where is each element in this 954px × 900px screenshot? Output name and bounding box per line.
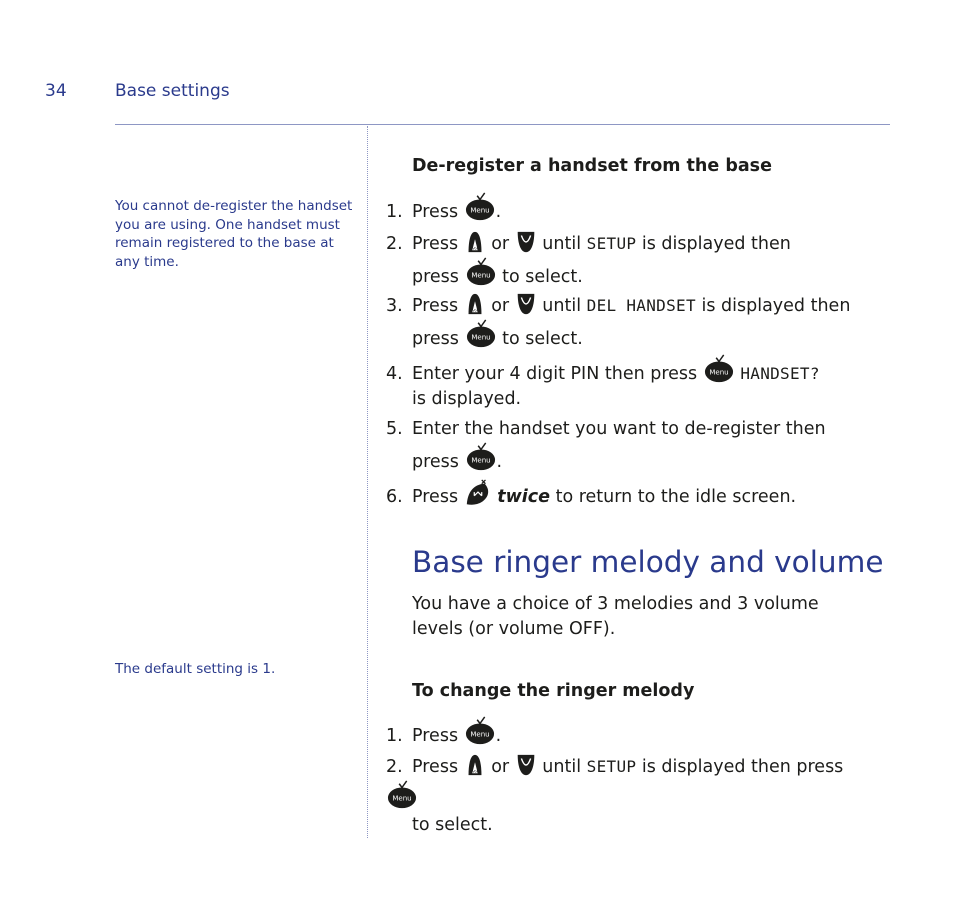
step-text: Press (412, 487, 459, 507)
step-text: is displayed then (701, 296, 851, 316)
menu-icon (464, 716, 496, 746)
side-note-deregister: You cannot de-register the handset you are using. One handset must remain registered to the base at any time. (115, 198, 353, 270)
step-text: press (412, 267, 459, 287)
dereg-step-4 (386, 354, 866, 412)
dereg-step-1 (386, 192, 866, 225)
step-text: until (542, 757, 582, 777)
dereg-step-3 (386, 292, 866, 352)
step-text: to return to the idle screen. (555, 487, 797, 507)
ringer-heading: To change the ringer melody (412, 681, 695, 701)
step-text: Enter the handset you want to de-register then (412, 419, 826, 439)
dereg-step-2 (386, 230, 866, 290)
dereg-step-5 (386, 417, 866, 475)
lcd-text: SETUP (586, 234, 637, 253)
step-number: 3. (386, 296, 403, 316)
step-text: until (542, 234, 582, 254)
step-text: Press (412, 757, 459, 777)
menu-icon (465, 442, 497, 472)
step-text: press (412, 329, 459, 349)
ringer-title: Base ringer melody and volume (412, 545, 884, 579)
step-text: . (495, 726, 502, 746)
emphasis-text: twice (497, 487, 550, 507)
column-divider (367, 126, 368, 838)
step-text: to select. (412, 815, 493, 835)
back-icon (464, 479, 492, 507)
step-text: or (491, 757, 510, 777)
lcd-text: DEL HANDSET (586, 296, 696, 315)
step-text: Press (412, 296, 459, 316)
volume-down-icon (515, 292, 537, 316)
side-note-default: The default setting is 1. (115, 661, 276, 677)
step-text: . (496, 452, 503, 472)
ringer-step-1 (386, 716, 866, 749)
header-rule (115, 124, 890, 125)
menu-icon (386, 780, 418, 810)
step-number: 5. (386, 419, 403, 439)
step-text: Enter your 4 digit PIN then press (412, 364, 698, 384)
volume-up-icon (464, 230, 486, 254)
menu-icon (703, 354, 735, 384)
lcd-text: HANDSET? (740, 364, 820, 383)
step-text: to select. (502, 329, 583, 349)
step-number: 4. (386, 364, 403, 384)
dereg-step-6 (386, 479, 866, 510)
step-text: . (495, 202, 502, 222)
volume-down-icon (515, 230, 537, 254)
step-number: 2. (386, 234, 403, 254)
menu-icon (464, 192, 496, 222)
step-text: Press (412, 726, 459, 746)
volume-up-icon (464, 753, 486, 777)
step-text: Press (412, 202, 459, 222)
volume-up-icon (464, 292, 486, 316)
step-text: Press (412, 234, 459, 254)
step-number: 6. (386, 487, 403, 507)
lcd-text: SETUP (586, 757, 637, 776)
step-text: until (542, 296, 582, 316)
step-text: is displayed then (641, 234, 791, 254)
step-number: 1. (386, 726, 403, 746)
step-text: or (491, 296, 510, 316)
volume-down-icon (515, 753, 537, 777)
page-number: 34 (45, 81, 67, 101)
ringer-intro: You have a choice of 3 melodies and 3 volume levels (or volume OFF). (412, 594, 819, 639)
ringer-step-2 (386, 753, 866, 838)
menu-icon (465, 257, 497, 287)
menu-icon (465, 319, 497, 349)
step-text: is displayed then press (641, 757, 844, 777)
step-text: is displayed. (412, 389, 522, 409)
step-text: to select. (502, 267, 583, 287)
step-number: 1. (386, 202, 403, 222)
step-text: press (412, 452, 459, 472)
step-number: 2. (386, 757, 403, 777)
section-title: Base settings (115, 81, 230, 101)
dereg-heading: De-register a handset from the base (412, 156, 772, 176)
step-text: or (491, 234, 510, 254)
